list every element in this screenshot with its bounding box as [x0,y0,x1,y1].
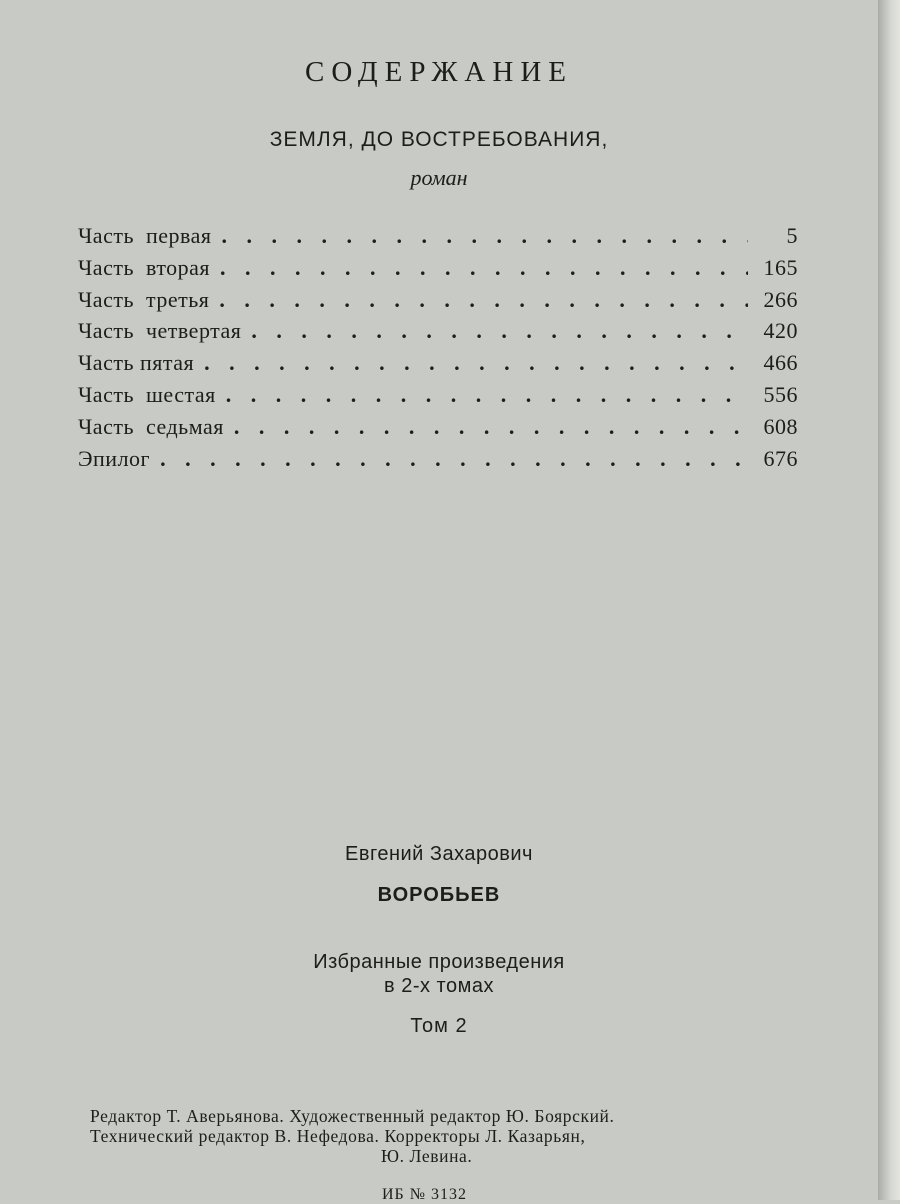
toc-entry-label: Эпилог [78,445,151,471]
toc-entry-label: Часть шестая [78,381,216,407]
ib-number: ИБ № 3132 [382,1186,468,1203]
credits-block [90,1106,806,1166]
toc-dot-leader [204,350,748,376]
credits-line: Технический редактор В. Нефедова. Корректоры Л. Казарьян, [90,1126,586,1146]
volume-number: Том 2 [410,1015,468,1037]
toc-dot-leader [160,446,748,472]
author-surname: ВОРОБЬЕВ [377,884,501,906]
toc-entry-page: 266 [763,286,798,312]
toc-entry [78,414,798,446]
toc-entry-label: Часть вторая [78,254,211,280]
toc-entry-label: Часть пятая [78,350,195,376]
toc-entry-page: 556 [763,381,798,407]
contents-heading: СОДЕРЖАНИЕ [305,56,573,88]
toc-dot-leader [234,414,748,440]
toc-dot-leader [226,382,748,408]
toc-entry-label: Часть третья [78,286,210,312]
toc-entry-page: 5 [786,223,798,248]
toc-dot-leader [251,318,748,344]
toc-dot-leader [220,255,748,281]
toc-entry [78,255,798,287]
toc-dot-leader [222,223,749,249]
toc-entry-label: Часть седьмая [78,413,224,439]
toc-entry-page: 466 [763,350,798,376]
toc-entry-page: 165 [763,254,798,280]
toc-entry-page: 676 [763,445,798,471]
page-edge [878,0,900,1200]
toc-entry [78,382,798,414]
toc-entry [78,350,798,382]
credits-line: Ю. Левина. [381,1146,473,1166]
work-title: ЗЕМЛЯ, ДО ВОСТРЕБОВАНИЯ, [269,128,609,151]
author-given-names: Евгений Захарович [345,843,533,865]
credits-line: Редактор Т. Аверьянова. Художественный редактор Ю. Боярский. [90,1106,615,1126]
toc-entry-label: Часть первая [78,223,212,248]
toc-entry-page: 420 [763,318,798,344]
work-genre: роман [410,165,468,190]
toc-entry [78,223,798,255]
toc-entry [78,318,798,350]
table-of-contents [78,223,798,477]
toc-entry [78,287,798,319]
collection-title: Избранные произведения [313,951,565,973]
toc-entry [78,446,798,478]
toc-dot-leader [219,287,748,313]
collection-volumes: в 2-х томах [384,975,494,997]
toc-entry-page: 608 [763,413,798,439]
toc-entry-label: Часть четвертая [78,318,242,344]
